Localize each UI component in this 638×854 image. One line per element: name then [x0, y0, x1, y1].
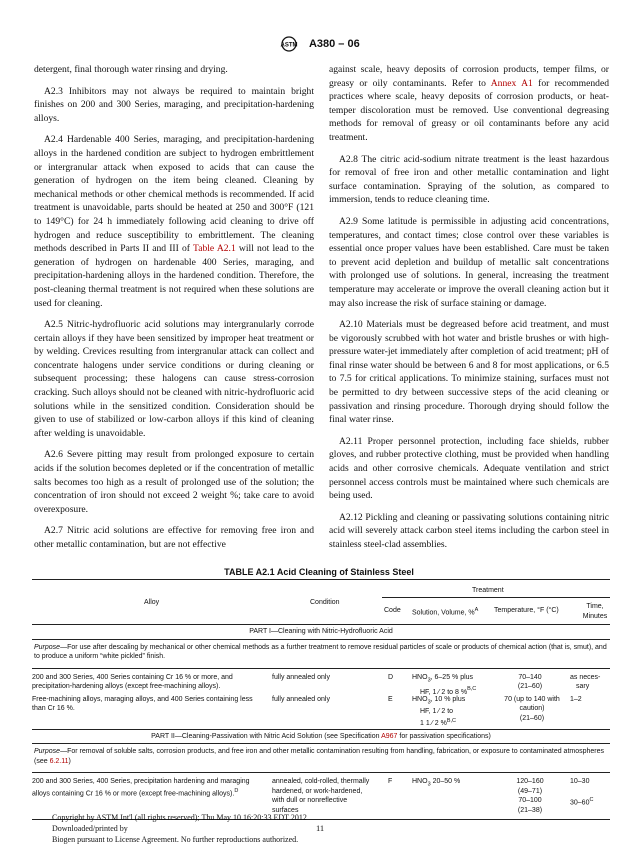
cell-time: 1–2 [570, 695, 582, 703]
section-6-2-11-link[interactable]: 6.2.11 [49, 757, 69, 765]
header-time: Time, Minutes [582, 603, 608, 620]
cell-code: E [388, 695, 393, 703]
part-2-purpose: Purpose—For removal of soluble salts, corrosion products, and free iron and other metallic contamination resulting from handling, fabrication, or exposure to contaminated atmospheres (see 6.2.11) [32, 744, 610, 773]
paragraph-a2-8: A2.8 The citric acid-sodium nitrate treatment is the least hazardous for removal of free iron and other metallic contamination and light surface contamination. Spraying of the solution, as compared to immersion, tends to reduce cleaning time. [329, 153, 609, 206]
paragraph-a2-11: A2.11 Proper personnel protection, including face shields, rubber gloves, and rubber protective clothing, must be provided when handling acids and other corrosive chemicals. Adequate ventilation and strict personnel access controls must be maintained where such chemicals are being used. [329, 435, 609, 502]
paragraph-a2-10: A2.10 Materials must be degreased before acid treatment, and must be vigorously scrubbed with hot water and bristle brushes or with high-pressure water-jet immediately after completion of acid treatment; pH of final rinse water should be between 6 and 8 for most applications, or 6.5 to 7.5 for critical applications. To minimize staining, surfaces must not be permitted to dry between successive steps of the acid cleaning or passivation and rinsing procedure. Thorough drying should follow the final water rinse. [329, 319, 609, 426]
paragraph-a2-12: A2.12 Pickling and cleaning or passivating solutions containing nitric acid will severely attack carbon steel items including the carbon steel in stainless steel-clad assemblies. [329, 511, 609, 550]
table-a2-1-link[interactable]: Table A2.1 [193, 243, 236, 255]
cell-code: F [388, 778, 393, 785]
header-temperature: Temperature, °F (°C) [494, 607, 559, 614]
astm-logo-icon [278, 36, 300, 52]
table-header [32, 580, 610, 625]
part-1-purpose: Purpose—For use after descaling by mechanical or other chemical methods as a further treatment to remove residual particles of scale or products of chemical action (that is, smut), and to produce a uniform “white pickled” finish. [32, 640, 610, 669]
cell-condition: annealed, cold-rolled, thermally hardened, or work-hardened, with dull or nonreflective surfaces [272, 778, 370, 814]
page-number: 11 [316, 823, 325, 833]
treatment-divider [382, 597, 610, 598]
page-header [0, 36, 638, 52]
copyright-footer: Copyright by ASTM Int'l (all rights reserved); Thu May 10 16:20:33 EDT 2012 Downloaded/printed by Biogen pursuant to License Agreement. No further reproductions authorized. [52, 813, 307, 844]
paragraph-a2-5: A2.5 Nitric-hydrofluoric acid solutions may intergranularly corrode certain alloys if they have been sensitized by improper heat treatment or by welding. Crevices resulting from intergranular attack can collect and concentrate halogens under service conditions or during cleaning or subsequent processing; these halogens can cause stress-corrosion cracking. Such alloys should not be cleaned with nitric-hydrofluoric acid solutions while in the sensitized condition. Consideration should be given to use of stabilized or low-carbon alloys if this kind of cleaning after welding is unavoidable. [34, 319, 314, 439]
header-solution: Solution, Volume, %$^A$ [412, 607, 479, 617]
table-title: TABLE A2.1 Acid Cleaning of Stainless Steel [224, 567, 414, 577]
cell-time: as neces- sary [570, 673, 601, 690]
part-1-title: PART I—Cleaning with Nitric-Hydrofluoric Acid [32, 625, 610, 640]
cell-alloy: 200 and 300 Series, 400 Series, precipitation hardening and maraging alloys containing Cr 16 % or more (except free-machining alloys).$^D$ [32, 778, 250, 797]
paragraph-a2-6: A2.6 Severe pitting may result from prolonged exposure to certain acids if the solution becomes depleted or if the concentration of metallic salts becomes too high as a result of prolonged use of the solution; the concentration of iron should not exceed 2 weight %; take care to avoid overexposure. [34, 449, 314, 515]
paragraph-continued: against scale, heavy deposits of corrosion products, temper films, or greasy or oily contaminants. Refer to Annex A1 for recommended practices where scale, heavy deposits of corrosion products, or heat-temper discoloration must be removed. Use conventional degreasing methods for removal of greasy or oil contaminants before any acid treatment. [329, 64, 610, 143]
paragraph: detergent, final thorough water rinsing and drying. [34, 64, 228, 75]
left-column [34, 63, 314, 560]
cell-solution: $HNO_3$ 20–50 % [412, 778, 461, 788]
svg-text:ASTM: ASTM [280, 42, 298, 49]
cell-condition: fully annealed only [272, 695, 330, 703]
cell-temperature: 70–140 (21–60) [517, 673, 543, 690]
cell-solution: $HNO_3$, 10 % plus HF, 1 ⁄ 2 to 1 1 ⁄ 2 %$^{B,C}$ [412, 695, 466, 728]
paragraph-a2-4: A2.4 Hardenable 400 Series, maraging, and precipitation-hardening alloys in the hardened condition are subject to hydrogen embrittlement or intergranular attack when exposed to acids that can cause the generation of hydrogen on the item being cleaned. Cleaning by mechanical methods or other chemical methods is recommended. If acid treatment is unavoidable, parts should be heated at 250 and 300°F (121 to 149°C) for 24 h immediately following acid cleaning to drive off hydrogen and reduce susceptibility to embrittlement. The cleaning methods described in Parts II and III of Table A2.1 will not lead to the generation of hydrogen on hardenable 400 Series, maraging, and precipitation-hardening alloys in the hardened condition. Therefore, the post-cleaning thermal treatment is not required when these solutions are used for cleaning. [34, 134, 314, 309]
acid-cleaning-table [32, 579, 610, 820]
table-row [32, 695, 610, 729]
part-2-title: PART II—Cleaning-Passivation with Nitric Acid Solution (see Specification A967 for passivation specifications) [32, 729, 610, 745]
header-code: Code [384, 607, 401, 614]
table-row [32, 673, 610, 695]
cell-time: 10–30 $30-60^C$ [570, 778, 594, 807]
header-alloy: Alloy [144, 599, 160, 606]
right-column [329, 63, 609, 560]
annex-a1-link[interactable]: Annex A1 [490, 77, 533, 89]
body-columns [34, 63, 609, 560]
header-condition: Condition [310, 599, 340, 606]
cell-temperature: 70 (up to 140 with caution) (21–60) [504, 695, 560, 722]
cell-code: D [388, 673, 394, 681]
cell-solution: $HNO_3$, 6–25 % plus HF, 1 ⁄ 2 to 8 %$^{B,C}$ [412, 673, 477, 696]
cell-temperature: 120–160 (49–71) 70–100 (21–38) [516, 778, 544, 814]
a967-link[interactable]: A967 [381, 732, 398, 740]
cell-alloy: 200 and 300 Series, 400 Series containing Cr 16 % or more, and precipitation-hardening alloys (except free-machining alloys). [32, 673, 233, 690]
paragraph-a2-9: A2.9 Some latitude is permissible in adjusting acid concentrations, temperatures, and contact times; close control over these variables is essential once proper values have been established. Care must be taken to prevent acid depletion and buildup of metallic salt concentrations with prolonged use of solutions. In general, increasing the treatment temperature may accelerate or improve the overall cleaning action but it may also increase the risk of surface staining or damage. [329, 215, 609, 309]
paragraph-a2-3: A2.3 Inhibitors may not always be required to maintain bright finishes on 200 and 300 Series, maraging, and precipitation-hardening alloys. [34, 85, 314, 124]
cell-condition: fully annealed only [272, 673, 330, 681]
paragraph-a2-7: A2.7 Nitric acid solutions are effective for removing free iron and other metallic contamination, but are not effective [34, 525, 314, 550]
cell-alloy: Free-machining alloys, maraging alloys, and 400 Series containing less than Cr 16 %. [32, 695, 253, 712]
standard-number: A380 – 06 [308, 37, 360, 50]
header-treatment: Treatment [472, 587, 504, 594]
